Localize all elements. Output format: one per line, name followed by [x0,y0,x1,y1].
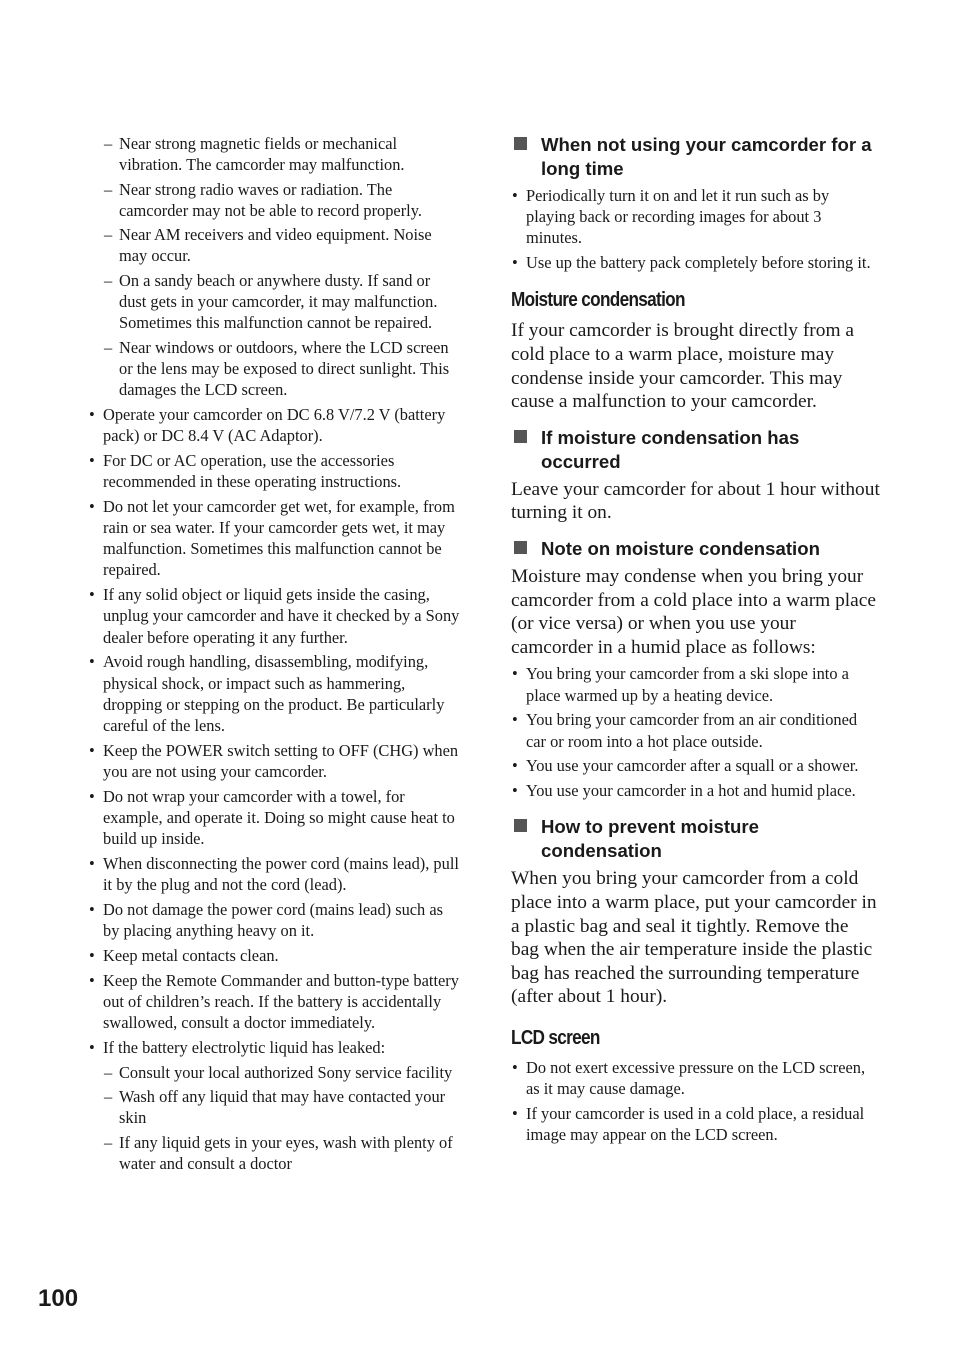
occurred-heading: If moisture condensation has occurred [511,426,881,474]
long-time-heading: When not using your camcorder for a long time [511,133,881,181]
list-item: • Periodically turn it on and let it run such as by playing back or recording images for about 3 minutes. [511,185,881,249]
square-bullet-icon [514,541,527,554]
long-time-list [511,185,881,273]
list-item: • You use your camcorder in a hot and humid place. [511,780,881,801]
list-item: • When disconnecting the power cord (mains lead), pull it by the plug and not the cord (lead). [88,853,460,895]
section-title-lcd: LCD screen [511,1026,600,1049]
list-item: – Near strong radio waves or radiation. The camcorder may not be able to record properly. [104,179,460,221]
note-heading: Note on moisture condensation [511,537,881,561]
list-item: • Do not let your camcorder get wet, for example, from rain or sea water. If your camcorder gets wet, it may malfunction. Sometimes this malfunction cannot be repaired. [88,496,460,581]
list-item: • Use up the battery pack completely before storing it. [511,252,881,273]
list-item: – Near AM receivers and video equipment. Noise may occur. [104,224,460,266]
note-list [511,663,881,801]
list-item: • Do not wrap your camcorder with a towel, for example, and operate it. Doing so might cause heat to build up inside. [88,786,460,850]
list-item: • Keep the Remote Commander and button-type battery out of children’s reach. If the battery is accidentally swallowed, consult a doctor immediately. [88,970,460,1034]
list-item: – If any liquid gets in your eyes, wash with plenty of water and consult a doctor [104,1132,460,1174]
list-item: • Keep the POWER switch setting to OFF (CHG) when you are not using your camcorder. [88,740,460,782]
leak-sublist [104,1062,460,1174]
list-item: • Do not damage the power cord (mains lead) such as by placing anything heavy on it. [88,899,460,941]
list-item: • You use your camcorder after a squall or a shower. [511,755,881,776]
list-item: • If any solid object or liquid gets inside the casing, unplug your camcorder and have it checked by a Sony dealer before operating it any further. [88,584,460,648]
prevent-heading: How to prevent moisture condensation [511,815,881,863]
list-item: • Keep metal contacts clean. [88,945,460,966]
square-bullet-icon [514,430,527,443]
note-body: Moisture may condense when you bring your camcorder from a cold place into a warm place (or vice versa) or when you use your camcorder in a humid place as follows: [511,565,877,658]
list-item: • If the battery electrolytic liquid has leaked: [88,1037,460,1058]
list-item: • You bring your camcorder from a ski slope into a place warmed up by a heating device. [511,663,881,705]
list-item: – Wash off any liquid that may have contacted your skin [104,1086,460,1128]
right-column [511,133,881,1149]
list-item: – On a sandy beach or anywhere dusty. If sand or dust gets in your camcorder, it may malfunction. Sometimes this malfunction cannot be repaired. [104,270,460,334]
list-item: – Near windows or outdoors, where the LCD screen or the lens may be exposed to direct sunlight. This damages the LCD screen. [104,337,460,401]
moisture-body: If your camcorder is brought directly from a cold place to a warm place, moisture may condense inside your camcorder. This may cause a malfunction to your camcorder. [511,320,854,413]
lcd-list [511,1057,881,1145]
left-column [88,133,460,1177]
precaution-list [88,404,460,1058]
prevent-body: When you bring your camcorder from a cold place into a warm place, put your camcorder in a plastic bag and seal it tightly. Remove the bag when the air temperature inside the plastic bag has reached the surrounding temperature (after about 1 hour). [511,868,877,1008]
list-item: – Near strong magnetic fields or mechanical vibration. The camcorder may malfunction. [104,133,460,175]
square-bullet-icon [514,137,527,150]
square-bullet-icon [514,819,527,832]
list-item: • Do not exert excessive pressure on the LCD screen, as it may cause damage. [511,1057,881,1099]
occurred-body: Leave your camcorder for about 1 hour without turning it on. [511,478,880,524]
list-item: – Consult your local authorized Sony service facility [104,1062,460,1083]
section-title-moisture: Moisture condensation [511,289,685,312]
list-item: • You bring your camcorder from an air conditioned car or room into a hot place outside. [511,709,881,751]
location-sublist [104,133,460,400]
list-item: • Operate your camcorder on DC 6.8 V/7.2 V (battery pack) or DC 8.4 V (AC Adaptor). [88,404,460,446]
list-item: • If your camcorder is used in a cold place, a residual image may appear on the LCD screen. [511,1103,881,1145]
list-item: • Avoid rough handling, disassembling, modifying, physical shock, or impact such as hammering, dropping or stepping on the product. Be particularly careful of the lens. [88,651,460,736]
page-number: 100 [38,1285,79,1312]
list-item: • For DC or AC operation, use the accessories recommended in these operating instructions. [88,450,460,492]
